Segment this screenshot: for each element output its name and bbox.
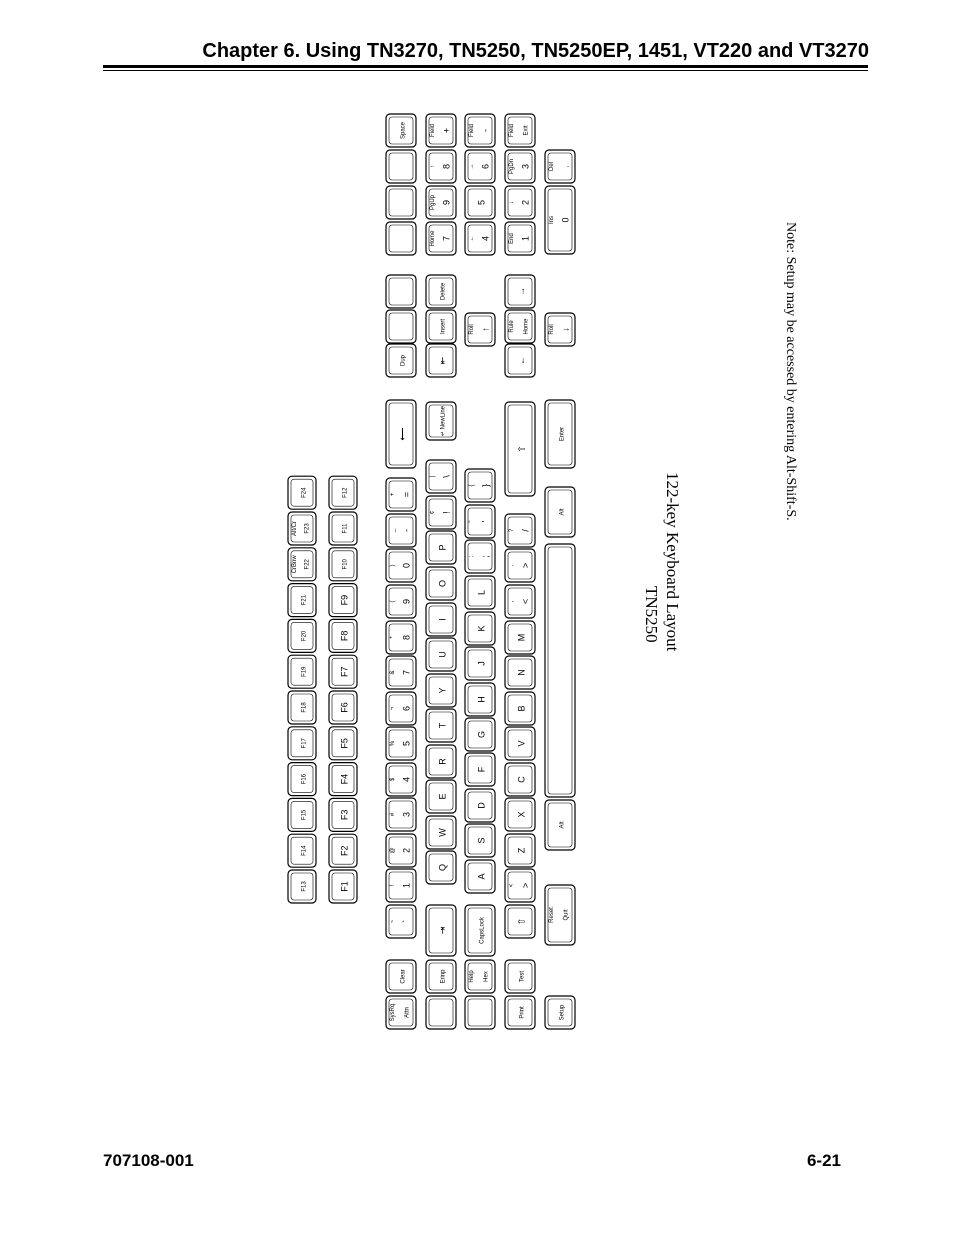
key-c-3-upper-legend: ! (390, 884, 396, 887)
key-f-17-legend: → (516, 287, 527, 296)
key-d-17-legend: Insert (440, 318, 447, 335)
key-f-21 (505, 114, 535, 147)
key-d-8 (426, 674, 456, 707)
key-c-0-legend: Attn (404, 1007, 411, 1018)
key-f-18-upper-legend: End (509, 233, 515, 244)
key-f-13 (505, 514, 535, 547)
key-g-7 (545, 186, 575, 254)
key-g-5-legend: Enter (559, 426, 566, 442)
page-title: Chapter 6. Using TN3270, TN5250, TN5250EP, 1451, VT220 and VT3270 (202, 40, 869, 62)
key-e-16-legend: ↑ (480, 327, 491, 332)
key-d-14-upper-legend: | (430, 475, 436, 478)
key-e-10-legend: K (476, 625, 487, 632)
key-f13-legend: F13 (301, 881, 308, 892)
key-f16 (288, 763, 316, 796)
key-e-0 (465, 996, 495, 1029)
key-c-12-upper-legend: ) (390, 564, 396, 567)
key-e-5 (465, 789, 495, 822)
key-f-6 (505, 763, 535, 796)
key-e-17-upper-legend: ← (469, 235, 475, 242)
key-f4 (329, 763, 357, 796)
key-c-13-legend: - (401, 529, 412, 532)
key-d-13 (426, 496, 456, 529)
key-c-3 (386, 869, 416, 902)
key-f-15 (505, 344, 535, 377)
key-f6-legend: F6 (339, 702, 350, 713)
key-c-6-upper-legend: $ (390, 777, 396, 782)
key-g-7-upper-legend: Ins (549, 215, 555, 225)
key-c-19 (386, 222, 416, 255)
key-f-16-upper-legend: Rule (509, 320, 515, 333)
key-d-8-legend: Y (437, 687, 448, 694)
key-d-11 (426, 567, 456, 600)
key-e-20 (465, 114, 495, 147)
key-c-14-upper-legend: + (390, 492, 396, 497)
key-c-4 (386, 834, 416, 867)
key-d-18-legend: Delete (440, 282, 447, 301)
key-c-14-legend: = (401, 491, 412, 498)
key-e-20-upper-legend: Field (469, 123, 475, 138)
key-f10 (329, 548, 357, 581)
key-d-15 (426, 402, 456, 440)
key-e-12-upper-legend: : (469, 555, 475, 558)
key-d-20-legend: 9 (441, 199, 452, 206)
key-e-12 (465, 540, 495, 573)
key-c-22-legend: Space (400, 121, 407, 140)
key-f24 (288, 476, 316, 509)
key-c-15-legend: ⟵ (397, 427, 408, 441)
key-d-9-legend: U (437, 651, 448, 658)
key-e-19-upper-legend: → (469, 163, 475, 170)
key-f-12-legend: > (520, 562, 531, 569)
key-f12-legend: F12 (342, 487, 349, 498)
key-f-15-legend: ← (516, 356, 527, 365)
key-f5-legend: F5 (339, 738, 350, 749)
key-f-17 (505, 275, 535, 308)
key-f-3-upper-legend: < (509, 883, 515, 888)
key-c-6 (386, 763, 416, 796)
key-c-2-upper-legend: ~ (390, 919, 396, 924)
key-d-16 (426, 344, 456, 377)
key-e-9 (465, 647, 495, 680)
key-d-19-upper-legend: Home (430, 230, 436, 247)
key-f-16-legend: Home (523, 318, 530, 335)
key-d-11-legend: O (437, 579, 448, 588)
key-f-12 (505, 549, 535, 582)
key-g-2-legend: Alt (559, 821, 566, 829)
key-g-8-upper-legend: Del (549, 161, 555, 172)
key-e-1-legend: Hex (483, 971, 490, 982)
key-c-6-legend: 4 (401, 776, 412, 783)
key-f16-legend: F16 (301, 773, 308, 785)
key-c-11-upper-legend: ( (390, 600, 396, 603)
key-f24-legend: F24 (301, 487, 308, 498)
key-e-14-upper-legend: { (469, 484, 475, 487)
key-f19-legend: F19 (301, 666, 308, 677)
key-d-3 (426, 851, 456, 884)
key-f9-legend: F9 (339, 594, 350, 606)
key-c-1-legend: Clear (400, 969, 407, 984)
key-f13 (288, 870, 316, 903)
key-f1-legend: F1 (339, 881, 350, 892)
key-c-1 (386, 960, 416, 993)
key-f-13-upper-legend: ? (509, 528, 515, 533)
key-d-16-legend: ⇤ (437, 356, 448, 365)
key-d-21 (426, 150, 456, 183)
key-f22 (288, 548, 316, 581)
key-e-18 (465, 186, 495, 219)
key-f20 (288, 619, 316, 652)
key-d-10 (426, 603, 456, 636)
key-g-7-legend: 0 (560, 217, 571, 223)
key-d-21-legend: 8 (441, 163, 452, 170)
key-c-17 (386, 310, 416, 343)
key-e-14 (465, 469, 495, 502)
key-d-7-legend: T (437, 722, 448, 729)
key-c-13 (386, 514, 416, 547)
key-f-13-legend: / (520, 529, 531, 532)
key-g-0-legend: Setup (559, 1004, 566, 1021)
key-e-1 (465, 960, 495, 993)
key-e-3 (465, 860, 495, 893)
key-c-11-legend: 9 (401, 598, 412, 605)
key-e-19-legend: 6 (480, 163, 491, 170)
key-f-10-legend: M (516, 633, 527, 642)
key-f18 (288, 691, 316, 724)
key-c-0 (386, 996, 416, 1029)
key-c-20 (386, 186, 416, 219)
key-c-7 (386, 727, 416, 760)
key-d-4-legend: W (437, 828, 448, 837)
key-e-13-upper-legend: " (469, 520, 475, 523)
key-f4-legend: F4 (339, 773, 350, 785)
key-f-2-legend: ⇧ (516, 917, 527, 926)
key-c-14 (386, 478, 416, 511)
key-f-19 (505, 186, 535, 219)
key-e-18-legend: 5 (476, 199, 487, 206)
key-f-12-upper-legend: . (509, 564, 515, 567)
figure-caption-title: 122-key Keyboard Layout (663, 472, 682, 652)
key-c-13-upper-legend: _ (390, 528, 396, 533)
key-e-19 (465, 150, 495, 183)
key-d-5-legend: E (437, 793, 448, 800)
figure-note: Note: Setup may be accessed by entering Alt-Shift-S. (783, 222, 798, 521)
key-f-18 (505, 222, 535, 255)
key-f21-legend: F21 (301, 594, 308, 606)
key-c-16 (386, 344, 416, 377)
key-e-3-legend: A (476, 873, 487, 880)
key-e-6-legend: F (476, 766, 487, 773)
figure-caption-model: TN5250 (642, 586, 661, 643)
key-f-0-legend: Print (519, 1006, 526, 1019)
key-d-15-legend: ↵ NewLine (440, 405, 447, 437)
key-e-11 (465, 576, 495, 609)
key-g-4 (545, 487, 575, 537)
key-d-18 (426, 275, 456, 308)
key-d-14 (426, 460, 456, 493)
key-g-5 (545, 400, 575, 468)
key-d-2 (426, 905, 456, 956)
key-e-14-legend: } (480, 483, 491, 488)
key-d-5 (426, 780, 456, 813)
key-d-14-legend: \ (441, 475, 452, 478)
document-number: 707108-001 (103, 1151, 194, 1170)
key-e-8-legend: H (476, 696, 487, 703)
key-f23-upper-legend: Alt/Cr (292, 521, 298, 536)
key-f2 (329, 834, 357, 867)
key-f-19-upper-legend: ↓ (509, 201, 515, 204)
key-c-21 (386, 150, 416, 183)
key-f11-legend: F11 (342, 523, 349, 534)
key-f-2 (505, 905, 535, 938)
key-e-7 (465, 718, 495, 751)
key-c-8 (386, 692, 416, 725)
key-c-5 (386, 798, 416, 831)
key-d-1 (426, 960, 456, 993)
key-f19 (288, 655, 316, 688)
key-d-3-legend: Q (437, 863, 448, 872)
key-e-7-legend: G (476, 730, 487, 739)
key-e-16-upper-legend: Roll (469, 324, 475, 335)
key-f15 (288, 798, 316, 831)
key-e-13 (465, 505, 495, 538)
key-c-5-upper-legend: # (390, 812, 396, 817)
key-f-21-legend: Exit (523, 125, 530, 136)
key-f15-legend: F15 (301, 809, 308, 821)
key-d-2-legend: ⇥ (437, 926, 448, 935)
key-f-14 (505, 402, 535, 496)
key-f-8 (505, 692, 535, 725)
key-f-0 (505, 996, 535, 1029)
key-e-10 (465, 612, 495, 645)
key-f-11 (505, 585, 535, 618)
key-f8 (329, 619, 357, 652)
key-d-13-upper-legend: ¢ (430, 510, 436, 515)
key-d-12-legend: P (437, 544, 448, 551)
key-e-13-legend: ' (480, 520, 491, 523)
key-e-1-upper-legend: Help (469, 970, 475, 983)
key-d-19 (426, 222, 456, 255)
key-c-4-legend: 2 (401, 847, 412, 854)
key-c-4-upper-legend: @ (390, 847, 396, 854)
key-f17 (288, 727, 316, 760)
key-f23-legend: F23 (304, 523, 311, 534)
key-e-11-legend: L (476, 589, 487, 596)
key-g-8 (545, 150, 575, 183)
key-e-2-legend: CapsLock (479, 917, 486, 944)
key-f-18-legend: 1 (520, 235, 531, 242)
key-f1 (329, 870, 357, 903)
key-e-9-legend: J (476, 661, 487, 666)
key-c-2 (386, 905, 416, 938)
key-g-1-upper-legend: Reset (549, 907, 555, 923)
key-d-10-legend: I (437, 618, 448, 621)
key-e-8 (465, 683, 495, 716)
key-f22-upper-legend: CrBnw (292, 555, 298, 574)
key-c-12-legend: 0 (401, 562, 412, 569)
key-c-9 (386, 656, 416, 689)
key-f22-legend: F22 (304, 559, 311, 570)
key-d-20 (426, 186, 456, 219)
key-f18-legend: F18 (301, 702, 308, 713)
key-e-5-legend: D (476, 802, 487, 809)
key-d-12 (426, 531, 456, 564)
key-d-6-legend: R (437, 758, 448, 765)
key-f-8-legend: B (516, 705, 527, 712)
key-f-5 (505, 798, 535, 831)
key-e-17 (465, 222, 495, 255)
key-f14-legend: F14 (301, 845, 308, 856)
key-f-5-legend: X (516, 811, 527, 818)
key-d-0 (426, 996, 456, 1029)
key-c-18 (386, 275, 416, 308)
key-e-2 (465, 905, 495, 956)
key-f10-legend: F10 (342, 559, 349, 570)
key-f-20-legend: 3 (520, 163, 531, 170)
key-f-9-legend: N (516, 669, 527, 676)
key-f-7-legend: V (516, 740, 527, 747)
key-f-11-legend: < (520, 598, 531, 605)
key-d-7 (426, 709, 456, 742)
key-c-12 (386, 549, 416, 582)
key-f-20 (505, 150, 535, 183)
key-f9 (329, 584, 357, 617)
key-f12 (329, 476, 357, 509)
key-c-8-legend: 6 (401, 705, 412, 712)
key-g-6-legend: ↓ (560, 327, 571, 332)
key-c-7-upper-legend: % (390, 740, 396, 747)
key-f3 (329, 798, 357, 831)
key-g-0 (545, 996, 575, 1029)
key-f21 (288, 584, 316, 617)
key-d-22-legend: + (441, 127, 452, 134)
key-c-11 (386, 585, 416, 618)
key-c-10-upper-legend: * (390, 636, 396, 639)
key-f20-legend: F20 (301, 630, 308, 642)
key-d-20-upper-legend: PgUp (430, 194, 436, 211)
key-d-6 (426, 745, 456, 778)
key-c-5-legend: 3 (401, 811, 412, 818)
key-e-4-legend: S (476, 837, 487, 844)
key-g-6-upper-legend: Roll (549, 324, 555, 335)
key-f-10 (505, 621, 535, 654)
key-c-10 (386, 621, 416, 654)
key-g-1-legend: Quit (563, 909, 570, 921)
key-g-6 (545, 313, 575, 346)
key-c-2-legend: ` (401, 920, 412, 923)
key-c-15 (386, 400, 416, 468)
key-c-3-legend: 1 (401, 882, 412, 889)
key-d-22-upper-legend: Field (430, 123, 436, 138)
key-f23 (288, 512, 316, 545)
key-d-1-legend: Erinp (440, 969, 447, 984)
key-f7-legend: F7 (339, 666, 350, 677)
key-f-21-upper-legend: Field (509, 123, 515, 138)
key-c-9-upper-legend: & (390, 670, 396, 675)
key-f14 (288, 834, 316, 867)
key-f-1 (505, 960, 535, 993)
key-f7 (329, 655, 357, 688)
key-f-3 (505, 869, 535, 902)
key-d-4 (426, 816, 456, 849)
key-c-0-upper-legend: SysRq (390, 1003, 396, 1022)
key-g-2 (545, 800, 575, 850)
key-f-7 (505, 727, 535, 760)
key-g-3 (545, 544, 575, 797)
key-d-22 (426, 114, 456, 147)
key-c-16-legend: Dup (400, 354, 407, 367)
key-d-17 (426, 310, 456, 343)
key-f-20-upper-legend: PgDn (509, 158, 515, 175)
key-f-1-legend: Test (519, 970, 526, 983)
key-c-8-upper-legend: ¬ (390, 706, 396, 711)
key-c-22 (386, 114, 416, 147)
key-e-20-legend: - (480, 129, 491, 132)
key-g-1 (545, 885, 575, 945)
key-f6 (329, 691, 357, 724)
key-g-4-legend: Alt (559, 508, 566, 516)
key-f-3-legend: > (520, 882, 531, 889)
key-f8-legend: F8 (339, 630, 350, 642)
key-e-6 (465, 753, 495, 786)
key-d-21-upper-legend: ↑ (430, 165, 436, 168)
key-f5 (329, 727, 357, 760)
key-f-19-legend: 2 (520, 199, 531, 206)
page-number: 6-21 (806, 1151, 841, 1170)
key-e-12-legend: ; (480, 555, 491, 558)
key-d-19-legend: 7 (441, 235, 452, 242)
key-d-9 (426, 638, 456, 671)
key-g-8-legend: . (560, 165, 571, 168)
key-c-10-legend: 8 (401, 634, 412, 641)
key-f-6-legend: C (516, 776, 527, 783)
key-e-16 (465, 313, 495, 346)
key-c-9-legend: 7 (401, 669, 412, 676)
key-f-16 (505, 310, 535, 343)
key-f-11-upper-legend: , (509, 600, 515, 603)
key-f2-legend: F2 (339, 845, 350, 856)
key-f-4-legend: Z (516, 847, 527, 854)
key-f-4 (505, 834, 535, 867)
key-e-4 (465, 824, 495, 857)
key-d-13-legend: ! (441, 511, 452, 514)
key-f-9 (505, 656, 535, 689)
key-f3-legend: F3 (339, 809, 350, 821)
key-c-7-legend: 5 (401, 740, 412, 747)
key-e-17-legend: 4 (480, 235, 491, 242)
key-f11 (329, 512, 357, 545)
key-f-14-legend: ⇧ (516, 445, 527, 453)
key-f17-legend: F17 (301, 738, 308, 749)
